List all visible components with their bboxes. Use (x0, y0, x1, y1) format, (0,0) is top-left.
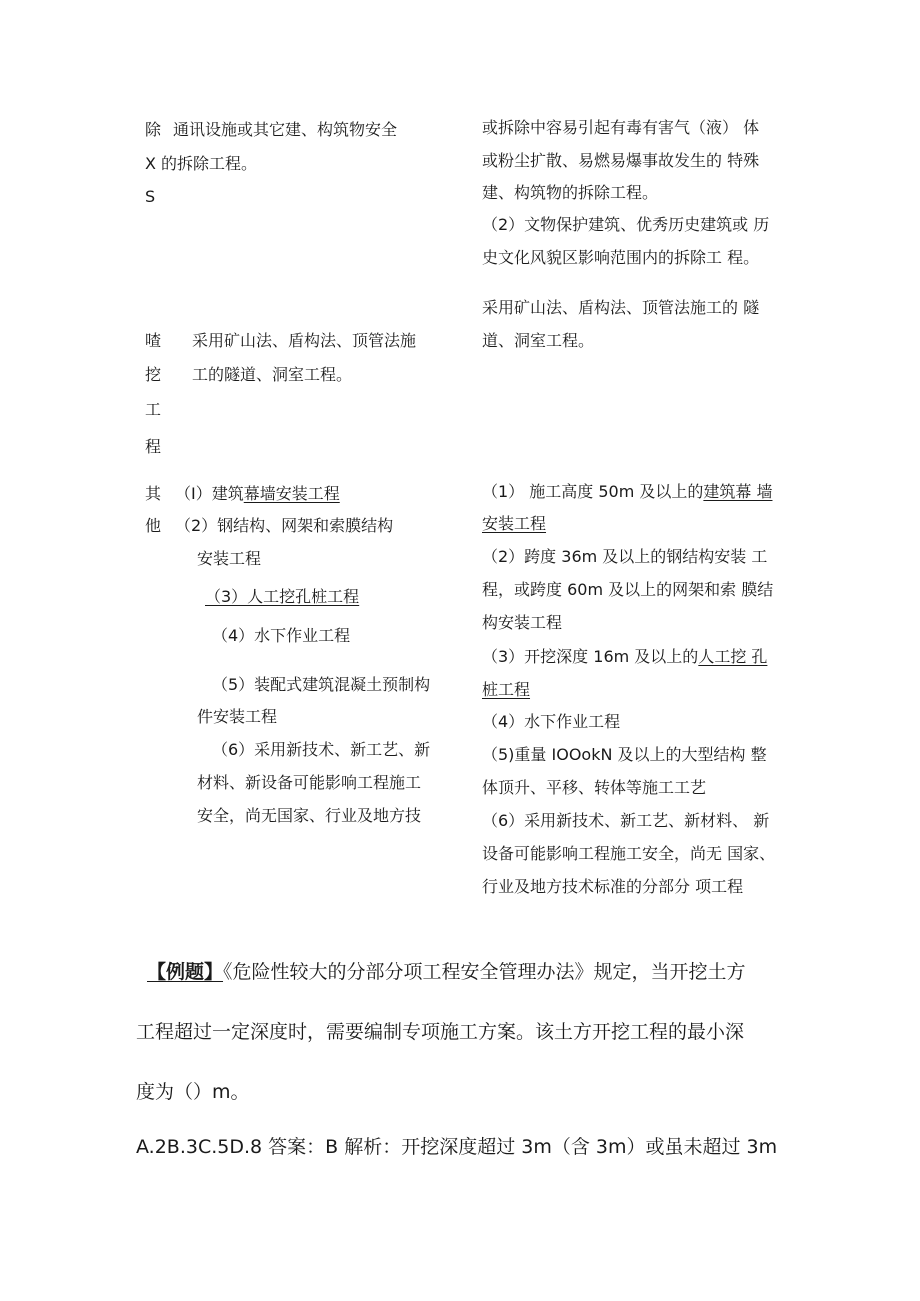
demolition-right-line3: 建、构筑物的拆除工程。 (482, 183, 659, 202)
other-left-item1 (175, 484, 340, 504)
other-cat-char1: 其 (145, 484, 162, 503)
other-right-item3-prefix: （3）开挖深度 16m 及以上的 (482, 647, 699, 666)
other-left-item5-line1: （5）装配式建筑混凝土预制构 (212, 675, 431, 694)
other-right-item3 (482, 647, 767, 667)
demolition-left-line2: X 的拆除工程。 (145, 154, 258, 173)
excavation-left-line2: 工的隧道、洞室工程。 (192, 365, 353, 384)
other-right-item5-line2: 体顶升、平移、转体等施工工艺 (482, 778, 707, 797)
other-right-item2-line3: 构安装工程 (482, 613, 563, 632)
other-left-item6-line3: 安全，尚无国家、行业及地方技 (197, 806, 422, 825)
other-left-item3: （3）人工挖孔桩工程 (205, 587, 360, 606)
other-left-item5-line2: 件安装工程 (197, 707, 278, 726)
demolition-right-line1: 或拆除中容易引起有毒有害气（液） 体 (482, 118, 760, 137)
other-cat-char2: 他 (145, 516, 162, 535)
excavation-cat-char4: 程 (145, 437, 162, 456)
demolition-right-line4: （2）文物保护建筑、优秀历史建筑或 历 (482, 215, 770, 234)
other-left-item6-line2: 材料、新设备可能影响工程施工 (197, 773, 422, 792)
demolition-left-line3: S (145, 187, 156, 206)
other-right-item4: （4）水下作业工程 (482, 712, 621, 731)
example-answer-line: A.2B.3C.5D.8 答案：B 解析：开挖深度超过 3m（含 3m）或虽未超过 3m (136, 1136, 778, 1158)
excavation-right-line2: 道、洞室工程。 (482, 331, 595, 350)
other-right-item5-line1: （5)重量 IOOokN 及以上的大型结构 整 (482, 745, 767, 764)
example-line1 (147, 960, 746, 984)
other-left-item2-line1: （2）钢结构、网架和索膜结构 (175, 516, 394, 535)
excavation-cat-char3: 工 (145, 400, 162, 419)
excavation-left-line1: 采用矿山法、盾构法、顶管法施 (192, 331, 417, 350)
other-left-item1-prefix: （I）建筑 (175, 484, 244, 503)
example-line1-rest: 《危险性较大的分部分项工程安全管理办法》规定，当开挖土方 (223, 961, 746, 983)
example-line3: 度为（）m。 (136, 1081, 250, 1103)
other-right-item1-underlined: 建筑幕 墙 (703, 482, 773, 501)
other-left-item4: （4）水下作业工程 (212, 626, 351, 645)
demolition-right-line5: 史文化风貌区影响范围内的拆除工 程。 (482, 248, 760, 267)
other-right-item3-underlined: 人工挖 孔 (698, 647, 768, 666)
excavation-right-line1: 采用矿山法、盾构法、顶管法施工的 隧 (482, 298, 760, 317)
example-line2: 工程超过一定深度时，需要编制专项施工方案。该土方开挖工程的最小深 (136, 1021, 745, 1043)
other-right-item6-line3: 行业及地方技术标准的分部分 项工程 (482, 877, 744, 896)
other-right-item1-line2: 安装工程 (482, 514, 547, 533)
excavation-cat-char2: 挖 (145, 365, 162, 384)
demolition-right-line2: 或粉尘扩散、易燃易爆事故发生的 特殊 (482, 151, 760, 170)
other-left-item2-line2: 安装工程 (197, 549, 262, 568)
other-left-item6-line1: （6）采用新技术、新工艺、新 (212, 740, 431, 759)
other-right-item6-line1: （6）采用新技术、新工艺、新材料、 新 (482, 811, 770, 830)
other-left-item1-underlined: 幕墙安装工程 (243, 484, 340, 503)
other-right-item2-line1: （2）跨度 36m 及以上的钢结构安装 工 (482, 547, 768, 566)
demolition-category-char: 除 (145, 120, 162, 139)
demolition-left-line1: 通讯设施或其它建、构筑物安全 (173, 120, 398, 139)
excavation-cat-char1: 喳 (145, 331, 162, 350)
other-right-item6-line2: 设备可能影响工程施工安全，尚无 国家、 (482, 844, 776, 863)
other-right-item3-line2: 桩工程 (482, 680, 531, 699)
example-label: 【例题】 (147, 961, 224, 983)
other-right-item1-prefix: （1） 施工高度 50m 及以上的 (482, 482, 704, 501)
other-right-item1 (482, 482, 772, 502)
other-right-item2-line2: 程，或跨度 60m 及以上的网架和索 膜结 (482, 580, 774, 599)
